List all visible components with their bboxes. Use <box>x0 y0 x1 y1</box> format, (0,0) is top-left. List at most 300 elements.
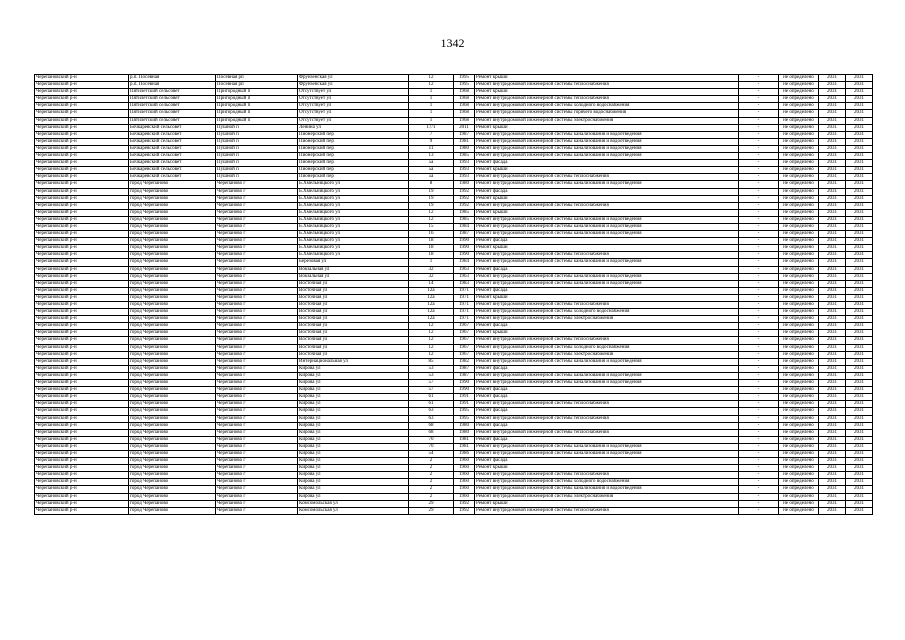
cell-street: Восточная ул <box>298 294 409 301</box>
cell-house: 5а <box>409 167 454 174</box>
cell-district: Черепановский р-н <box>35 131 129 138</box>
cell-street: Б.Хмельницкого ул <box>298 223 409 230</box>
cell-settlement: Пушной п <box>216 131 298 138</box>
cell-street: Отсутствует ул <box>298 89 409 96</box>
cell-year-from: 2031 <box>819 110 846 117</box>
cell-year-from: 2031 <box>819 202 846 209</box>
cell-house: 12 <box>409 351 454 358</box>
cell-year-to: 2031 <box>846 245 873 252</box>
cell-house: 54 <box>409 450 454 457</box>
cell-municipality: город Черепаново <box>129 344 216 351</box>
cell-year-to: 2031 <box>846 408 873 415</box>
cell-municipality: город Черепаново <box>129 216 216 223</box>
table-row <box>35 124 873 131</box>
cell-dash: - <box>739 387 779 394</box>
cell-settlement: Пригородный п <box>216 110 298 117</box>
cell-house: 5а <box>409 174 454 181</box>
cell-settlement: Черепаново г <box>216 465 298 472</box>
cell-cost: не определено <box>779 500 819 507</box>
cell-dash: - <box>739 486 779 493</box>
table-row <box>35 323 873 330</box>
cell-year: 1967 <box>454 337 475 344</box>
cell-street: Комсомольская ул <box>298 500 409 507</box>
cell-street: Пионерский пер <box>298 174 409 181</box>
cell-year-to: 2031 <box>846 472 873 479</box>
cell-district: Черепановский р-н <box>35 358 129 365</box>
cell-street: Кирова ул <box>298 401 409 408</box>
cell-year-to: 2031 <box>846 380 873 387</box>
cell-house: 53 <box>409 365 454 372</box>
cell-year: 1990 <box>454 252 475 259</box>
cell-settlement: Черепаново г <box>216 259 298 266</box>
cell-house: 15 <box>409 223 454 230</box>
cell-year-from: 2031 <box>819 174 846 181</box>
cell-municipality: город Черепаново <box>129 380 216 387</box>
cell-settlement: Черепаново г <box>216 394 298 401</box>
cell-year-from: 2031 <box>819 358 846 365</box>
cell-house: 2 <box>409 458 454 465</box>
cell-municipality: город Черепаново <box>129 443 216 450</box>
cell-municipality: город Черепаново <box>129 302 216 309</box>
cell-district: Черепановский р-н <box>35 436 129 443</box>
cell-work-type: Ремонт внутридомовой инженерной системы теплоснабжения <box>475 507 739 514</box>
cell-settlement: Черепаново г <box>216 202 298 209</box>
repair-schedule-table-container <box>34 74 872 515</box>
cell-house: 12 <box>409 323 454 330</box>
cell-dash: - <box>739 181 779 188</box>
cell-year-from: 2031 <box>819 124 846 131</box>
cell-dash: - <box>739 309 779 316</box>
cell-house: 29 <box>409 507 454 514</box>
table-row <box>35 450 873 457</box>
cell-district: Черепановский р-н <box>35 82 129 89</box>
cell-house: 57 <box>409 387 454 394</box>
cell-dash: - <box>739 110 779 117</box>
cell-work-type: Ремонт фасада <box>475 436 739 443</box>
cell-municipality: город Черепаново <box>129 259 216 266</box>
cell-year: 1985 <box>454 216 475 223</box>
cell-year-to: 2031 <box>846 195 873 202</box>
cell-year-to: 2031 <box>846 351 873 358</box>
cell-district: Черепановский р-н <box>35 124 129 131</box>
cell-district: Черепановский р-н <box>35 259 129 266</box>
cell-street: Комсомольская ул <box>298 507 409 514</box>
cell-work-type: Ремонт внутридомовой инженерной системы теплоснабжения <box>475 82 739 89</box>
cell-work-type: Ремонт внутридомовой инженерной системы канализования и водоотведения <box>475 216 739 223</box>
cell-dash: - <box>739 174 779 181</box>
cell-year-to: 2031 <box>846 75 873 82</box>
cell-settlement: Пригородный п <box>216 89 298 96</box>
cell-municipality: город Черепаново <box>129 486 216 493</box>
cell-street: Фрунзенская ул <box>298 75 409 82</box>
cell-district: Черепановский р-н <box>35 89 129 96</box>
cell-work-type: Ремонт внутридомовой инженерной системы холодного водоснабжения <box>475 309 739 316</box>
cell-year-from: 2031 <box>819 195 846 202</box>
cell-district: Черепановский р-н <box>35 372 129 379</box>
cell-house: 11 <box>409 145 454 152</box>
cell-house: 17/1 <box>409 124 454 131</box>
cell-year: 1990 <box>454 238 475 245</box>
cell-work-type: Ремонт фасада <box>475 394 739 401</box>
cell-year-from: 2031 <box>819 372 846 379</box>
table-row <box>35 89 873 96</box>
cell-year-to: 2031 <box>846 309 873 316</box>
cell-cost: не определено <box>779 124 819 131</box>
cell-year-to: 2031 <box>846 429 873 436</box>
cell-settlement: Черепаново г <box>216 273 298 280</box>
cell-district: Черепановский р-н <box>35 458 129 465</box>
cell-street: Фрунзенская ул <box>298 82 409 89</box>
table-row <box>35 252 873 259</box>
cell-cost: не определено <box>779 89 819 96</box>
table-row <box>35 429 873 436</box>
cell-district: Черепановский р-н <box>35 160 129 167</box>
cell-street: Кирова ул <box>298 408 409 415</box>
cell-municipality: город Черепаново <box>129 500 216 507</box>
cell-house: 85 <box>409 358 454 365</box>
cell-dash: - <box>739 266 779 273</box>
cell-municipality: город Черепаново <box>129 195 216 202</box>
cell-year: 1990 <box>454 387 475 394</box>
cell-year: 1971 <box>454 294 475 301</box>
cell-dash: - <box>739 89 779 96</box>
cell-year: 1992 <box>454 195 475 202</box>
cell-street: Б.Хмельницкого ул <box>298 209 409 216</box>
cell-work-type: Ремонт крыши <box>475 330 739 337</box>
cell-work-type: Ремонт внутридомовой инженерной системы теплоснабжения <box>475 337 739 344</box>
cell-year-to: 2031 <box>846 280 873 287</box>
cell-year: 1967 <box>454 351 475 358</box>
cell-dash: - <box>739 202 779 209</box>
cell-year-from: 2031 <box>819 351 846 358</box>
cell-year-to: 2031 <box>846 181 873 188</box>
cell-house: 12 <box>409 82 454 89</box>
cell-settlement: Пушной п <box>216 145 298 152</box>
cell-work-type: Ремонт внутридомовой инженерной системы теплоснабжения <box>475 302 739 309</box>
cell-street: Кирова ул <box>298 472 409 479</box>
table-row <box>35 160 873 167</box>
cell-dash: - <box>739 323 779 330</box>
cell-year-from: 2031 <box>819 479 846 486</box>
cell-work-type: Ремонт внутридомовой инженерной системы холодного водоснабжения <box>475 479 739 486</box>
table-row <box>35 500 873 507</box>
cell-year: 1992 <box>454 507 475 514</box>
cell-year-from: 2031 <box>819 443 846 450</box>
cell-settlement: Черепаново г <box>216 188 298 195</box>
cell-year-from: 2031 <box>819 145 846 152</box>
table-row <box>35 415 873 422</box>
cell-house: 53 <box>409 372 454 379</box>
cell-settlement: Черепаново г <box>216 223 298 230</box>
cell-district: Черепановский р-н <box>35 351 129 358</box>
cell-municipality: город Черепаново <box>129 493 216 500</box>
cell-cost: не определено <box>779 238 819 245</box>
cell-dash: - <box>739 124 779 131</box>
cell-settlement: Черепаново г <box>216 380 298 387</box>
cell-dash: - <box>739 223 779 230</box>
cell-house: 2 <box>409 493 454 500</box>
cell-house: 12а <box>409 302 454 309</box>
cell-street: Б.Хмельницкого ул <box>298 238 409 245</box>
cell-year-from: 2031 <box>819 408 846 415</box>
cell-cost: не определено <box>779 408 819 415</box>
cell-house: 61 <box>409 394 454 401</box>
table-row <box>35 493 873 500</box>
cell-dash: - <box>739 344 779 351</box>
cell-settlement: Черепаново г <box>216 351 298 358</box>
cell-dash: - <box>739 160 779 167</box>
cell-year-to: 2031 <box>846 117 873 124</box>
cell-work-type: Ремонт внутридомовой инженерной системы канализования и водоотведения <box>475 486 739 493</box>
cell-district: Черепановский р-н <box>35 302 129 309</box>
cell-cost: не определено <box>779 110 819 117</box>
cell-year-to: 2031 <box>846 82 873 89</box>
cell-municipality: Бочкаревский сельсовет <box>129 131 216 138</box>
cell-work-type: Ремонт внутридомовой инженерной системы электроснабжения <box>475 351 739 358</box>
cell-district: Черепановский р-н <box>35 216 129 223</box>
cell-cost: не определено <box>779 209 819 216</box>
cell-settlement: Черепаново г <box>216 316 298 323</box>
cell-house: 12 <box>409 209 454 216</box>
cell-year-from: 2031 <box>819 259 846 266</box>
cell-dash: - <box>739 96 779 103</box>
cell-settlement: Черепаново г <box>216 287 298 294</box>
cell-year: 2011 <box>454 124 475 131</box>
cell-year-from: 2031 <box>819 273 846 280</box>
cell-cost: не определено <box>779 358 819 365</box>
cell-dash: - <box>739 472 779 479</box>
cell-year-to: 2031 <box>846 138 873 145</box>
cell-cost: не определено <box>779 287 819 294</box>
cell-street: Пионерский пер <box>298 167 409 174</box>
cell-house: 19 <box>409 202 454 209</box>
cell-street: Восточная ул <box>298 351 409 358</box>
cell-house: 13 <box>409 153 454 160</box>
cell-municipality: город Черепаново <box>129 202 216 209</box>
cell-street: Б.Хмельницкого ул <box>298 231 409 238</box>
cell-house: 1 <box>409 103 454 110</box>
cell-year: 1980 <box>454 181 475 188</box>
cell-dash: - <box>739 259 779 266</box>
cell-street: Ленина ул <box>298 124 409 131</box>
cell-cost: не определено <box>779 337 819 344</box>
cell-dash: - <box>739 479 779 486</box>
cell-cost: не определено <box>779 181 819 188</box>
cell-district: Черепановский р-н <box>35 443 129 450</box>
cell-dash: - <box>739 358 779 365</box>
cell-year-from: 2031 <box>819 188 846 195</box>
cell-municipality: город Черепаново <box>129 472 216 479</box>
cell-house: 19 <box>409 188 454 195</box>
cell-street: Восточная ул <box>298 287 409 294</box>
cell-year-to: 2031 <box>846 167 873 174</box>
cell-street: Кирова ул <box>298 465 409 472</box>
cell-district: Черепановский р-н <box>35 181 129 188</box>
cell-year-to: 2031 <box>846 231 873 238</box>
cell-cost: не определено <box>779 138 819 145</box>
cell-dash: - <box>739 117 779 124</box>
cell-house: 70 <box>409 436 454 443</box>
cell-settlement: Пушной п <box>216 138 298 145</box>
cell-year-from: 2031 <box>819 103 846 110</box>
cell-year-from: 2031 <box>819 294 846 301</box>
cell-municipality: город Черепаново <box>129 238 216 245</box>
table-row <box>35 216 873 223</box>
table-row <box>35 302 873 309</box>
cell-district: Черепановский р-н <box>35 195 129 202</box>
cell-work-type: Ремонт внутридомовой инженерной системы электроснабжения <box>475 117 739 124</box>
cell-cost: не определено <box>779 380 819 387</box>
cell-work-type: Ремонт крыши <box>475 75 739 82</box>
cell-year: 1968 <box>454 110 475 117</box>
cell-street: Кирова ул <box>298 486 409 493</box>
cell-year-to: 2031 <box>846 450 873 457</box>
cell-year-from: 2031 <box>819 387 846 394</box>
cell-street: Кирова ул <box>298 443 409 450</box>
cell-year-from: 2031 <box>819 507 846 514</box>
cell-cost: не определено <box>779 252 819 259</box>
cell-dash: - <box>739 500 779 507</box>
cell-district: Черепановский р-н <box>35 465 129 472</box>
cell-settlement: Черепаново г <box>216 486 298 493</box>
cell-district: Черепановский р-н <box>35 337 129 344</box>
cell-work-type: Ремонт внутридомовой инженерной системы теплоснабжения <box>475 252 739 259</box>
cell-dash: - <box>739 394 779 401</box>
cell-street: Пионерский пер <box>298 160 409 167</box>
cell-settlement: Пушной п <box>216 153 298 160</box>
cell-year: 1995 <box>454 75 475 82</box>
cell-house: 2 <box>409 472 454 479</box>
cell-dash: - <box>739 365 779 372</box>
table-row <box>35 465 873 472</box>
cell-cost: не определено <box>779 96 819 103</box>
cell-cost: не определено <box>779 415 819 422</box>
cell-cost: не определено <box>779 266 819 273</box>
cell-house: 1 <box>409 96 454 103</box>
cell-municipality: Бочкаревский сельсовет <box>129 138 216 145</box>
cell-work-type: Ремонт фасада <box>475 365 739 372</box>
cell-settlement: Пригородный п <box>216 96 298 103</box>
cell-house: 12а <box>409 287 454 294</box>
cell-district: Черепановский р-н <box>35 323 129 330</box>
table-row <box>35 394 873 401</box>
cell-house: 18 <box>409 245 454 252</box>
table-row <box>35 259 873 266</box>
cell-dash: - <box>739 330 779 337</box>
cell-year: 1967 <box>454 344 475 351</box>
cell-work-type: Ремонт внутридомовой инженерной системы электроснабжения <box>475 493 739 500</box>
cell-cost: не определено <box>779 117 819 124</box>
cell-cost: не определено <box>779 188 819 195</box>
cell-work-type: Ремонт крыши <box>475 195 739 202</box>
cell-house: 2 <box>409 486 454 493</box>
cell-year: 1968 <box>454 96 475 103</box>
cell-year: 1981 <box>454 443 475 450</box>
cell-year-from: 2031 <box>819 216 846 223</box>
cell-settlement: Черепаново г <box>216 408 298 415</box>
cell-work-type: Ремонт фасада <box>475 287 739 294</box>
cell-cost: не определено <box>779 330 819 337</box>
cell-settlement: Черепаново г <box>216 280 298 287</box>
table-row <box>35 280 873 287</box>
cell-municipality: Бочкаревский сельсовет <box>129 167 216 174</box>
cell-settlement: Черепаново г <box>216 458 298 465</box>
cell-year-from: 2031 <box>819 337 846 344</box>
cell-settlement: Черепаново г <box>216 216 298 223</box>
cell-year-to: 2031 <box>846 238 873 245</box>
cell-settlement: Черепаново г <box>216 337 298 344</box>
cell-municipality: город Черепаново <box>129 316 216 323</box>
cell-settlement: Черепаново г <box>216 401 298 408</box>
cell-district: Черепановский р-н <box>35 96 129 103</box>
cell-cost: не определено <box>779 160 819 167</box>
table-row <box>35 436 873 443</box>
cell-house: 2 <box>409 479 454 486</box>
cell-year-from: 2031 <box>819 89 846 96</box>
cell-house: 18 <box>409 238 454 245</box>
cell-street: Пионерский пер <box>298 138 409 145</box>
cell-year: 1990 <box>454 245 475 252</box>
cell-settlement: Черепаново г <box>216 231 298 238</box>
cell-year: 1967 <box>454 323 475 330</box>
cell-year-from: 2031 <box>819 465 846 472</box>
table-row <box>35 131 873 138</box>
table-row <box>35 103 873 110</box>
cell-year-from: 2031 <box>819 500 846 507</box>
cell-street: Восточная ул <box>298 316 409 323</box>
cell-house: 1 <box>409 117 454 124</box>
cell-municipality: город Черепаново <box>129 209 216 216</box>
cell-year-from: 2031 <box>819 330 846 337</box>
table-row <box>35 223 873 230</box>
cell-work-type: Ремонт фасада <box>475 387 739 394</box>
cell-settlement: Пригородный п <box>216 117 298 124</box>
cell-work-type: Ремонт внутридомовой инженерной системы канализования и водоотведения <box>475 131 739 138</box>
cell-cost: не определено <box>779 309 819 316</box>
cell-dash: - <box>739 401 779 408</box>
cell-cost: не определено <box>779 458 819 465</box>
cell-cost: не определено <box>779 145 819 152</box>
cell-work-type: Ремонт внутридомовой инженерной системы горячего водоснабжения <box>475 110 739 117</box>
cell-year-from: 2031 <box>819 96 846 103</box>
table-row <box>35 273 873 280</box>
cell-district: Черепановский р-н <box>35 280 129 287</box>
cell-cost: не определено <box>779 351 819 358</box>
cell-cost: не определено <box>779 450 819 457</box>
cell-year-from: 2031 <box>819 75 846 82</box>
cell-house: 9 <box>409 138 454 145</box>
cell-municipality: город Черепаново <box>129 252 216 259</box>
cell-year-from: 2031 <box>819 365 846 372</box>
cell-work-type: Ремонт внутридомовой инженерной системы теплоснабжения <box>475 415 739 422</box>
cell-year-to: 2031 <box>846 287 873 294</box>
cell-street: Восточная ул <box>298 323 409 330</box>
cell-year: 1971 <box>454 309 475 316</box>
cell-municipality: Пятилетский сельсовет <box>129 89 216 96</box>
cell-district: Черепановский р-н <box>35 231 129 238</box>
cell-settlement: Черепаново г <box>216 472 298 479</box>
cell-municipality: Бочкаревский сельсовет <box>129 174 216 181</box>
cell-street: Восточная ул <box>298 337 409 344</box>
cell-municipality: Пятилетский сельсовет <box>129 103 216 110</box>
cell-district: Черепановский р-н <box>35 472 129 479</box>
table-row <box>35 153 873 160</box>
table-row <box>35 117 873 124</box>
cell-district: Черепановский р-н <box>35 408 129 415</box>
cell-year-from: 2031 <box>819 167 846 174</box>
cell-dash: - <box>739 294 779 301</box>
cell-district: Черепановский р-н <box>35 394 129 401</box>
